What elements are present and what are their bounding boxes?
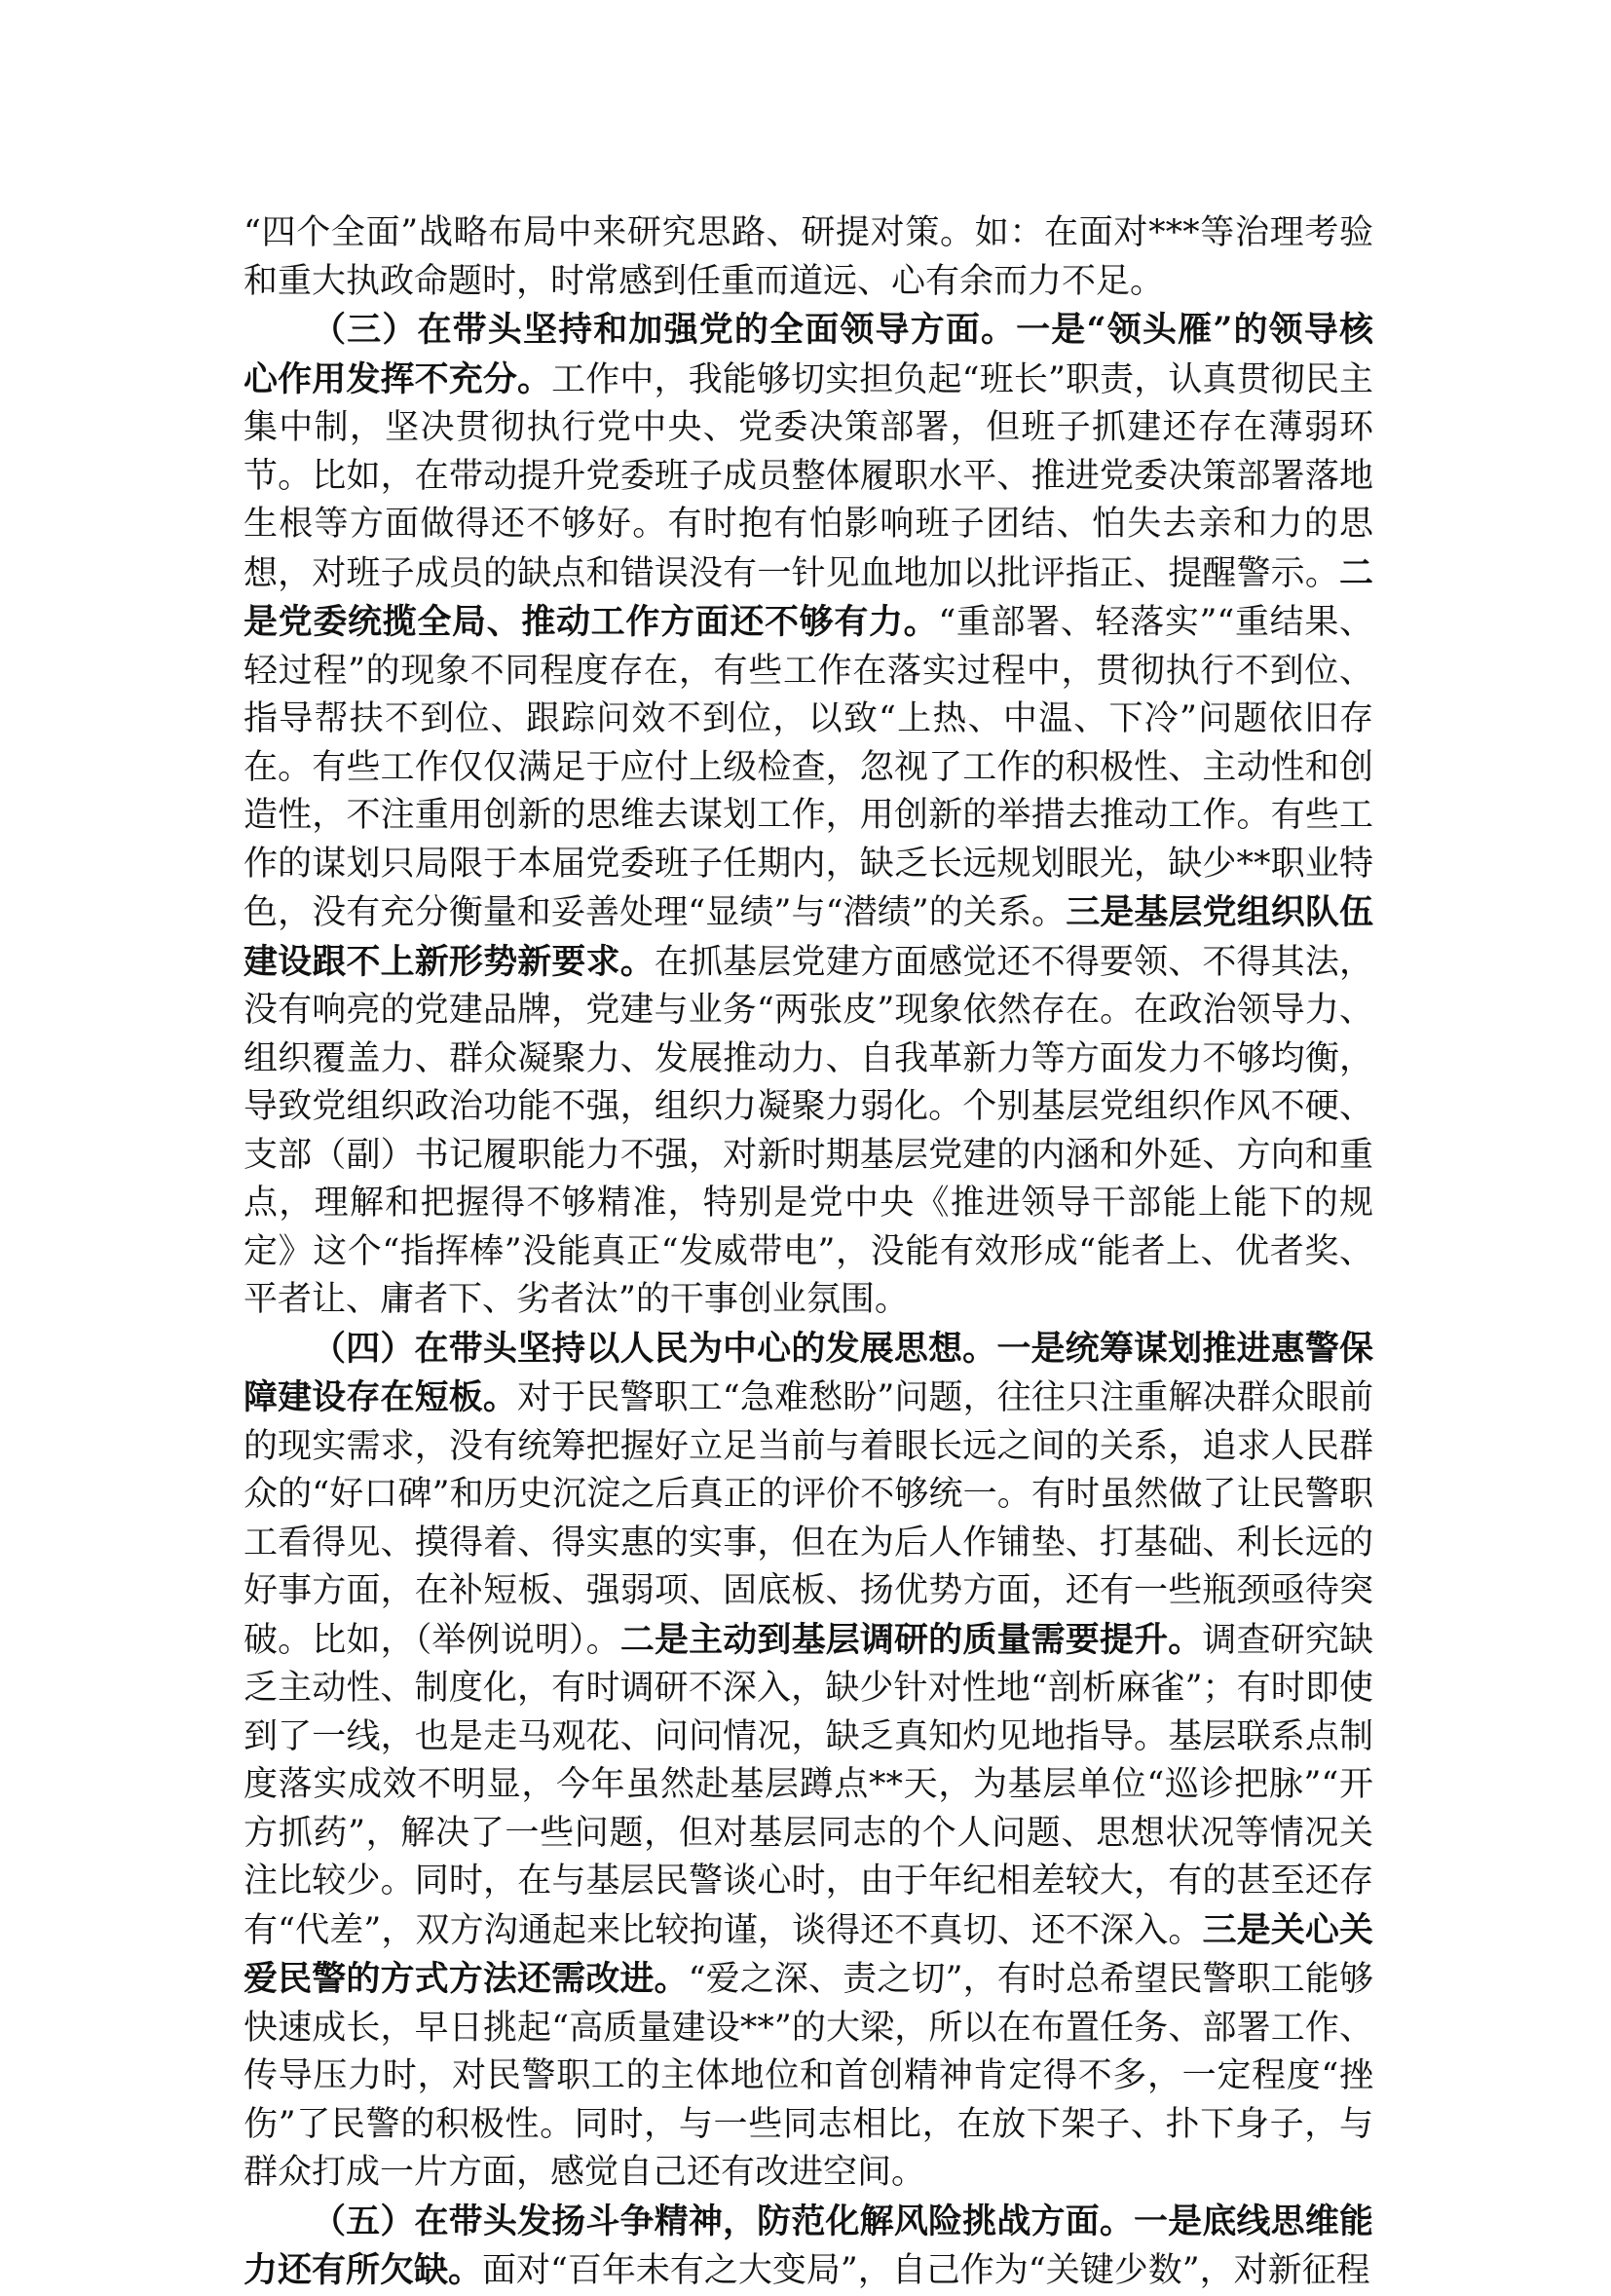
document-paragraph [244,306,1373,1325]
paragraph-body-text: 在抓基层党建方面感觉还不得要领、不得其法，没有响亮的党建品牌，党建与业务“两张皮”现象依然存在。在政治领导力、组织覆盖力、群众凝聚力、发展推动力、自我革新力等方面发力不够均衡，导致党组织政治功能不强，组织力凝聚力弱化。个别基层党组织作风不硬、支部（副）书记履职能力不强，对新时期基层党建的内涵和外延、方向和重点，理解和把握得不够精准，特别是党中央《推进领导干部能上能下的规定》这个“指挥棒”没能真正“发威带电”，没能有效形成“能者上、优者奖、平者让、庸者下、劣者汰”的干事创业氛围。 [244,942,1373,1319]
paragraph-heading-text: （四）在带头坚持以人民为中心的发展思想。一是统筹谋划推进惠警保障建设存在短板。 [244,1328,1373,1417]
paragraph-heading-text: 二是党委统揽全局、推动工作方面还不够有力。 [244,552,1373,642]
paragraph-body-text: 调查研究缺乏主动性、制度化，有时调研不深入，缺少针对性地“剖析麻雀”；有时即使到了一线，也是走马观花、问问情况，缺乏真知灼见地指导。基层联系点制度落实成效不明显，今年虽然赴基层蹲点**天，为基层单位“巡诊把脉”“开方抓药”，解决了一些问题，但对基层同志的个人问题、思想状况等情况关注比较少。同时，在与基层民警谈心时，由于年纪相差较大，有的甚至还存有“代差”，双方沟通起来比较拘谨，谈得还不真切、还不深入。 [244,1620,1373,1950]
paragraph-heading-text: 三是基层党组织队伍建设跟不上新形势新要求。 [244,892,1373,982]
paragraph-body-text: 面对“百年未有之大变局”，自己作为“关键少数”，对新征程 [482,2251,1370,2290]
paragraph-heading-text: 三是关心关爱民警的方式方法还需改进。 [244,1909,1373,1999]
document-paragraph [244,2198,1373,2296]
paragraph-heading-text: （三）在带头坚持和加强党的全面领导方面。一是“领头雁”的领导核心作用发挥不充分。 [244,310,1373,399]
paragraph-heading-text: （五）在带头发扬斗争精神，防范化解风险挑战方面。一是底线思维能力还有所欠缺。 [244,2201,1373,2290]
paragraph-body-text: 对于民警职工“急难愁盼”问题，往往只注重解决群众眼前的现实需求，没有统筹把握好立足当前与着眼长远之间的关系，追求人民群众的“好口碑”和历史沉淀之后真正的评价不够统一。有时虽然做了让民警职工看得见、摸得着、得实惠的实事，但在为后人作铺垫、打基础、利长远的好事方面，在补短板、强弱项、固底板、扬优势方面，还有一些瓶颈亟待突破。比如，（举例说明）。 [244,1378,1373,1660]
document-paragraph [244,209,1373,306]
document-paragraph [244,1325,1373,2198]
paragraph-body-text: “四个全面”战略布局中来研究思路、研提对策。如：在面对***等治理考验和重大执政命题时，时常感到任重而道远、心有余而力不足。 [244,213,1373,301]
paragraph-body-text: “爱之深、责之切”，有时总希望民警职工能够快速成长，早日挑起“高质量建设**”的大梁，所以在布置任务、部署工作、传导压力时，对民警职工的主体地位和首创精神肯定得不多，一定程度“挫伤”了民警的积极性。同时，与一些同志相比，在放下架子、扑下身子，与群众打成一片方面，感觉自己还有改进空间。 [244,1960,1373,2192]
paragraph-body-text: 工作中，我能够切实担负起“班长”职责，认真贯彻民主集中制，坚决贯彻执行党中央、党委决策部署，但班子抓建还存在薄弱环节。比如，在带动提升党委班子成员整体履职水平、推进党委决策部署落地生根等方面做得还不够好。有时抱有怕影响班子团结、怕失去亲和力的思想，对班子成员的缺点和错误没有一针见血地加以批评指正、提醒警示。 [244,359,1373,593]
paragraph-body-text: “重部署、轻落实”“重结果、轻过程”的现象不同程度存在，有些工作在落实过程中，贯彻执行不到位、指导帮扶不到位、跟踪问效不到位，以致“上热、中温、下冷”问题依旧存在。有些工作仅仅满足于应付上级检查，忽视了工作的积极性、主动性和创造性，不注重用创新的思维去谋划工作，用创新的举措去推动工作。有些工作的谋划只局限于本届党委班子任期内，缺乏长远规划眼光，缺少**职业特色，没有充分衡量和妥善处理“显绩”与“潜绩”的关系。 [244,603,1373,932]
document-body [244,209,1373,2296]
paragraph-heading-text: 二是主动到基层调研的质量需要提升。 [619,1619,1203,1660]
